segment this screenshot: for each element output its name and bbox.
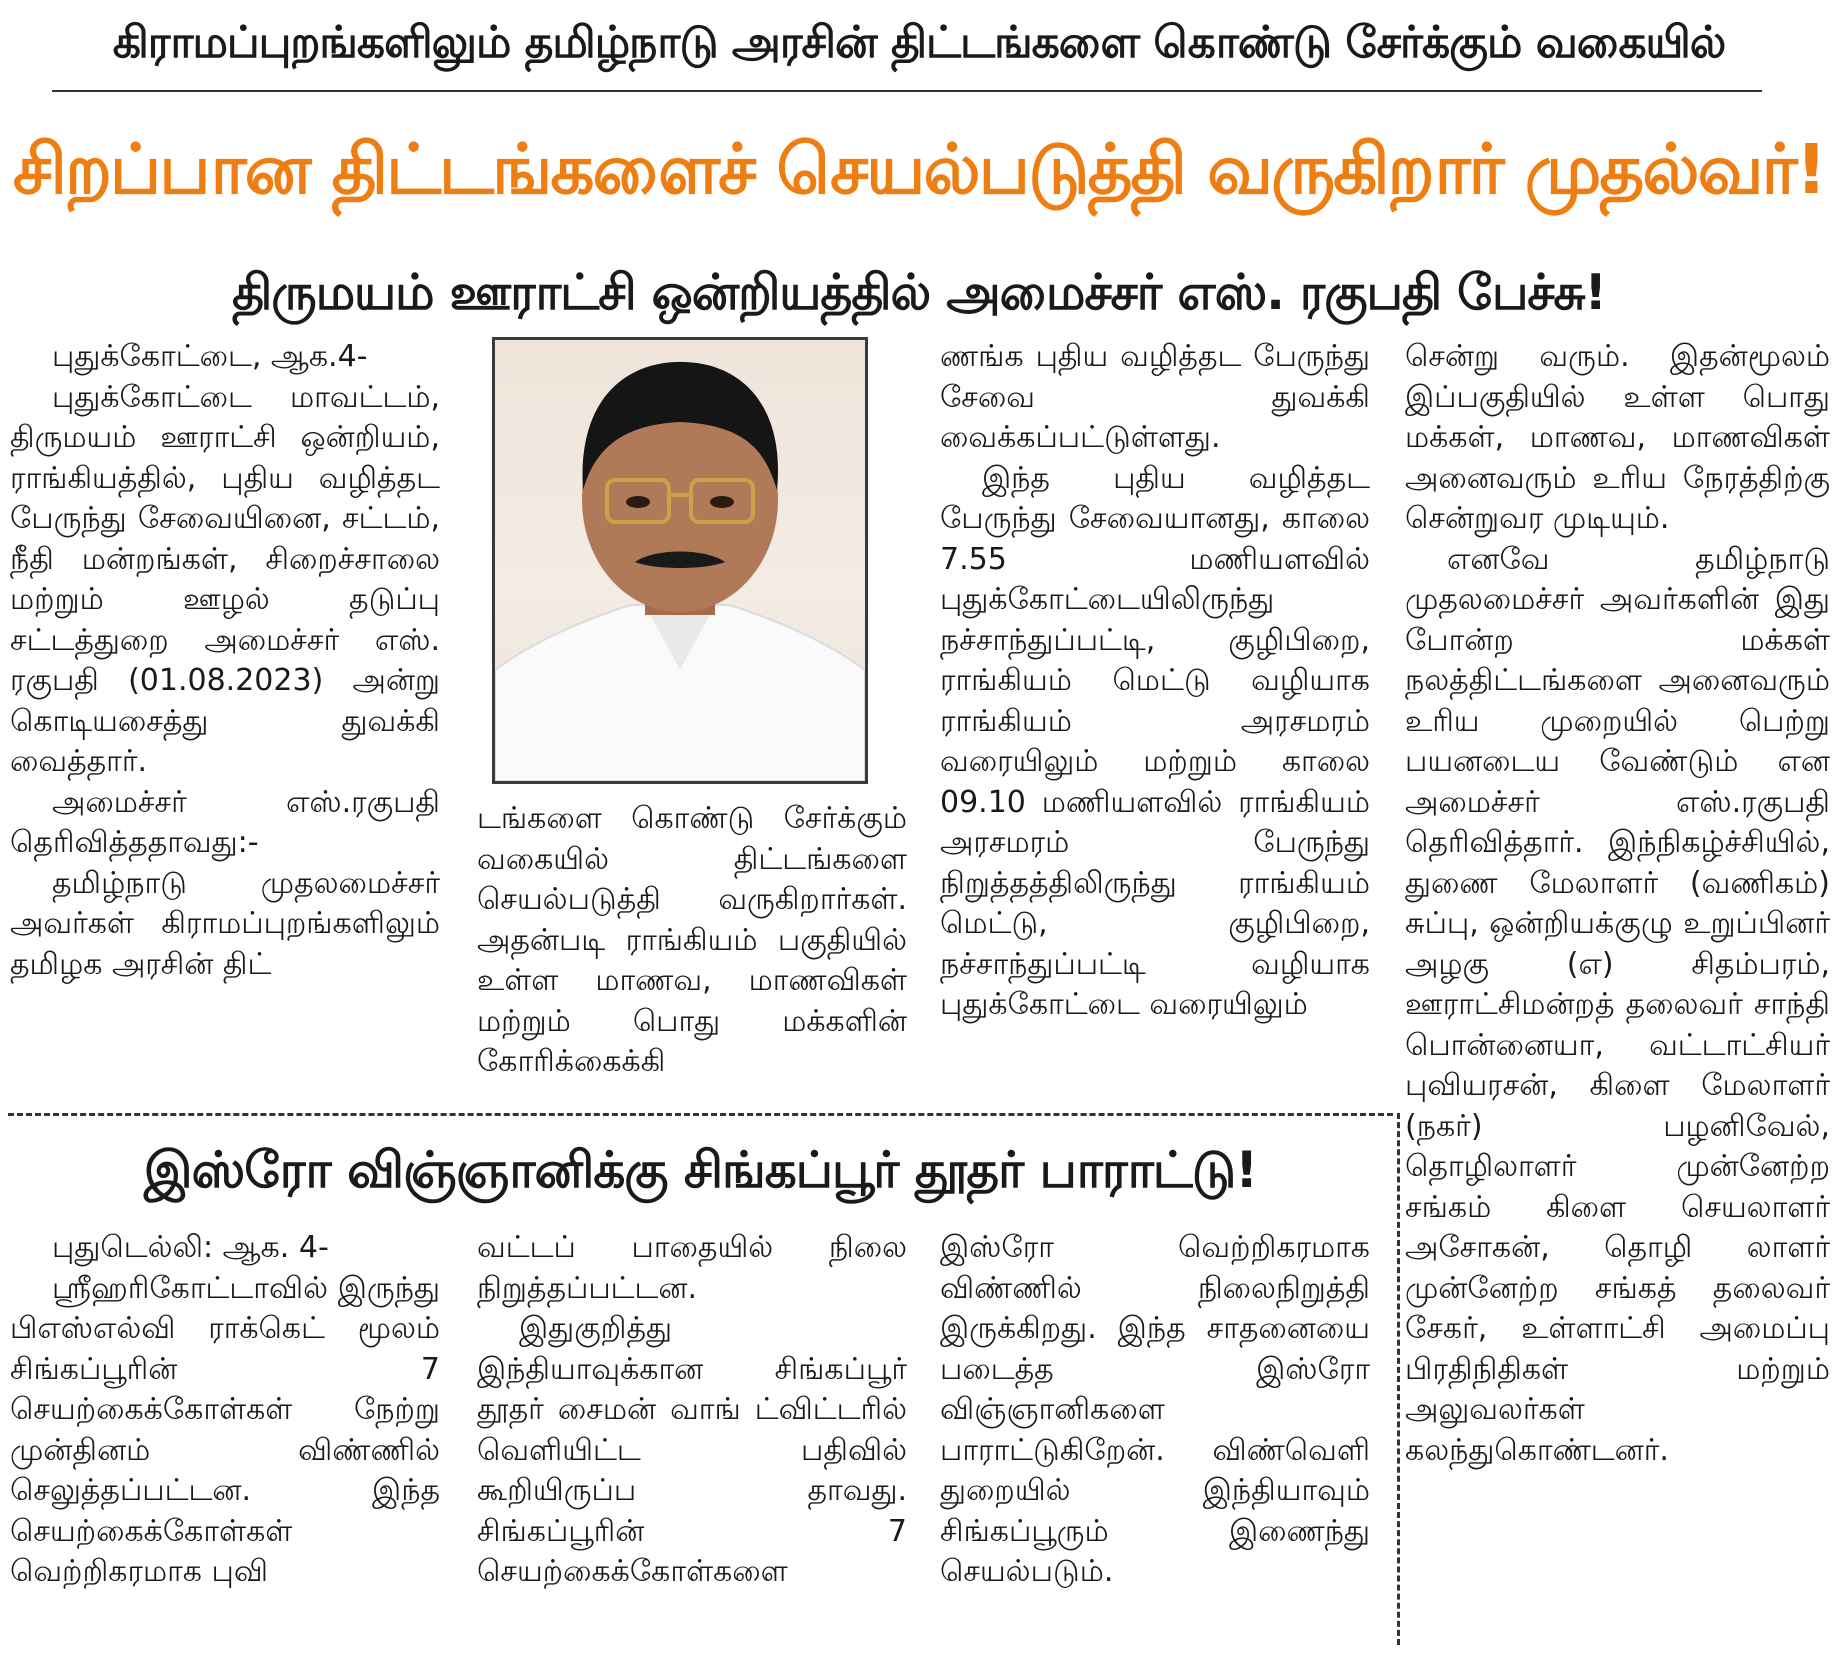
story1-col2-paragraph-1: டங்களை கொண்டு சேர்க்கும் வகையில் திட்டங்களை செயல்படுத்தி வருகிறார்கள். அதன்படி ராங்கியம் பகுதியில் உள்ள மாணவ, மாணவிகள் மற்றும் பொது மக்களின் கோரிக்கைக்கி (477, 801, 907, 1079)
story2-col2-paragraph-2: இதுகுறித்து இந்தியாவுக்கான சிங்கப்பூர் தூதர் சைமன் வாங் ட்விட்டரில் வெளியிட்ட பதிவில் கூறியிருப்ப தாவது. சிங்கப்பூரின் 7 செயற்கைக்கோள்களை (477, 1311, 907, 1589)
story2-column-2 (477, 1228, 907, 1648)
story1-subhead: திருமயம் ஊராட்சி ஒன்றியத்தில் அமைச்சர் எஸ். ரகுபதி பேச்சு! (232, 264, 1606, 321)
kicker-divider (52, 90, 1762, 92)
story2-headline: இஸ்ரோ விஞ்ஞானிக்கு சிங்கப்பூர் தூதர் பாராட்டு! (143, 1141, 1258, 1199)
story1-col1-paragraph-3: தமிழ்நாடு முதலமைச்சர் அவர்கள் கிராமப்புறங்களிலும் தமிழக அரசின் திட் (10, 865, 440, 982)
story2-dateline: புதுடெல்லி: ஆக. 4- (52, 1230, 329, 1265)
story1-kicker: கிராமப்புறங்களிலும் தமிழ்நாடு அரசின் திட்டங்களை கொண்டு சேர்க்கும் வகையில் (112, 17, 1726, 68)
story1-column-3 (940, 337, 1370, 1107)
story1-col4-paragraph-1: சென்று வரும். இதன்மூலம் இப்பகுதியில் உள்ள பொது மக்கள், மாணவ, மாணவிகள் அனைவரும் உரிய நேரத்திற்கு சென்றுவர முடியும். (1405, 339, 1830, 536)
story1-dateline: புதுக்கோட்டை, ஆக.4- (52, 339, 368, 374)
story2-col3-paragraph-1: இஸ்ரோ வெற்றிகரமாக விண்ணில் நிலைநிறுத்தி இருக்கிறது. இந்த சாதனையை படைத்த இஸ்ரோ விஞ்ஞானிகளை பாராட்டுகிறேன். விண்வெளி துறையில் இந்தியாவும் சிங்கப்பூரும் இணைந்து செயல்படும். (940, 1230, 1370, 1589)
story-divider-horizontal (8, 1113, 1393, 1116)
story-divider-vertical (1397, 1113, 1400, 1645)
story2-column-1 (10, 1228, 440, 1648)
story1-headline: சிறப்பான திட்டங்களைச் செயல்படுத்தி வருகிறார் முதல்வர்! (12, 130, 1826, 210)
story1-col3-paragraph-1: ணங்க புதிய வழித்தட பேருந்து சேவை துவக்கி வைக்கப்பட்டுள்ளது. (940, 339, 1370, 455)
story1-col1-paragraph-2: அமைச்சர் எஸ்.ரகுபதி தெரிவித்ததாவது:- (10, 784, 440, 860)
minister-portrait-illustration (495, 340, 865, 781)
story1-col3-paragraph-2: இந்த புதிய வழித்தட பேருந்து சேவையானது, காலை 7.55 மணியளவில் புதுக்கோட்டையிலிருந்து நச்சாந்துப்பட்டி, குழிபிறை, ராங்கியம் மெட்டு வழியாக ராங்கியம் அரசமரம் வரையிலும் மற்றும் காலை 09.10 மணியளவில் ராங்கியம் அரசமரம் பேருந்து நிறுத்தத்திலிருந்து ராங்கியம் மெட்டு, குழிபிறை, நச்சாந்துப்பட்டி வழியாக புதுக்கோட்டை வரையிலும் (940, 460, 1370, 1022)
story1-column-4 (1405, 337, 1830, 1652)
story1-column-1 (10, 337, 440, 1107)
story2-col2-paragraph-1: வட்டப் பாதையில் நிலை நிறுத்தப்பட்டன. (477, 1230, 907, 1306)
story2-column-3 (940, 1228, 1370, 1648)
minister-photo (492, 337, 868, 784)
story1-col1-paragraph-1: புதுக்கோட்டை மாவட்டம், திருமயம் ஊராட்சி ஒன்றியம், ராங்கியத்தில், புதிய வழித்தட பேருந்து சேவையினை, சட்டம், நீதி மன்றங்கள், சிறைச்சாலை மற்றும் ஊழல் தடுப்பு சட்டத்துறை அமைச்சர் எஸ். ரகுபதி (01.08.2023) அன்று கொடியசைத்து துவக்கி வைத்தார். (10, 379, 440, 779)
story2-col1-paragraph-1: ஸ்ரீஹரிகோட்டாவில் இருந்து பிஎஸ்எல்வி ராக்கெட் மூலம் சிங்கப்பூரின் 7 செயற்கைக்கோள்கள் நேற்று முன்தினம் விண்ணில் செலுத்தப்பட்டன. இந்த செயற்கைக்கோள்கள் வெற்றிகரமாக புவி (10, 1270, 440, 1589)
story1-column-2 (477, 799, 907, 1107)
story1-col4-paragraph-2: எனவே தமிழ்நாடு முதலமைச்சர் அவர்களின் இது போன்ற மக்கள் நலத்திட்டங்களை அனைவரும் உரிய முறையில் பெற்று பயனடைய வேண்டும் என அமைச்சர் எஸ்.ரகுபதி தெரிவித்தார். இந்நிகழ்ச்சியில், துணை மேலாளர் (வணிகம்) சுப்பு, ஒன்றியக்குழு உறுப்பினர் அழகு (எ) சிதம்பரம், ஊராட்சிமன்றத் தலைவர் சாந்தி பொன்னையா, வட்டாட்சியர் புவியரசன், கிளை மேலாளர் (நகர்) பழனிவேல், தொழிலாளர் முன்னேற்ற சங்கம் கிளை செயலாளர் அசோகன், தொழி லாளர் முன்னேற்ற சங்கத் தலைவர் சேகர், உள்ளாட்சி அமைப்பு பிரதிநிதிகள் மற்றும் அலுவலர்கள் கலந்துகொண்டனர். (1405, 541, 1830, 1468)
